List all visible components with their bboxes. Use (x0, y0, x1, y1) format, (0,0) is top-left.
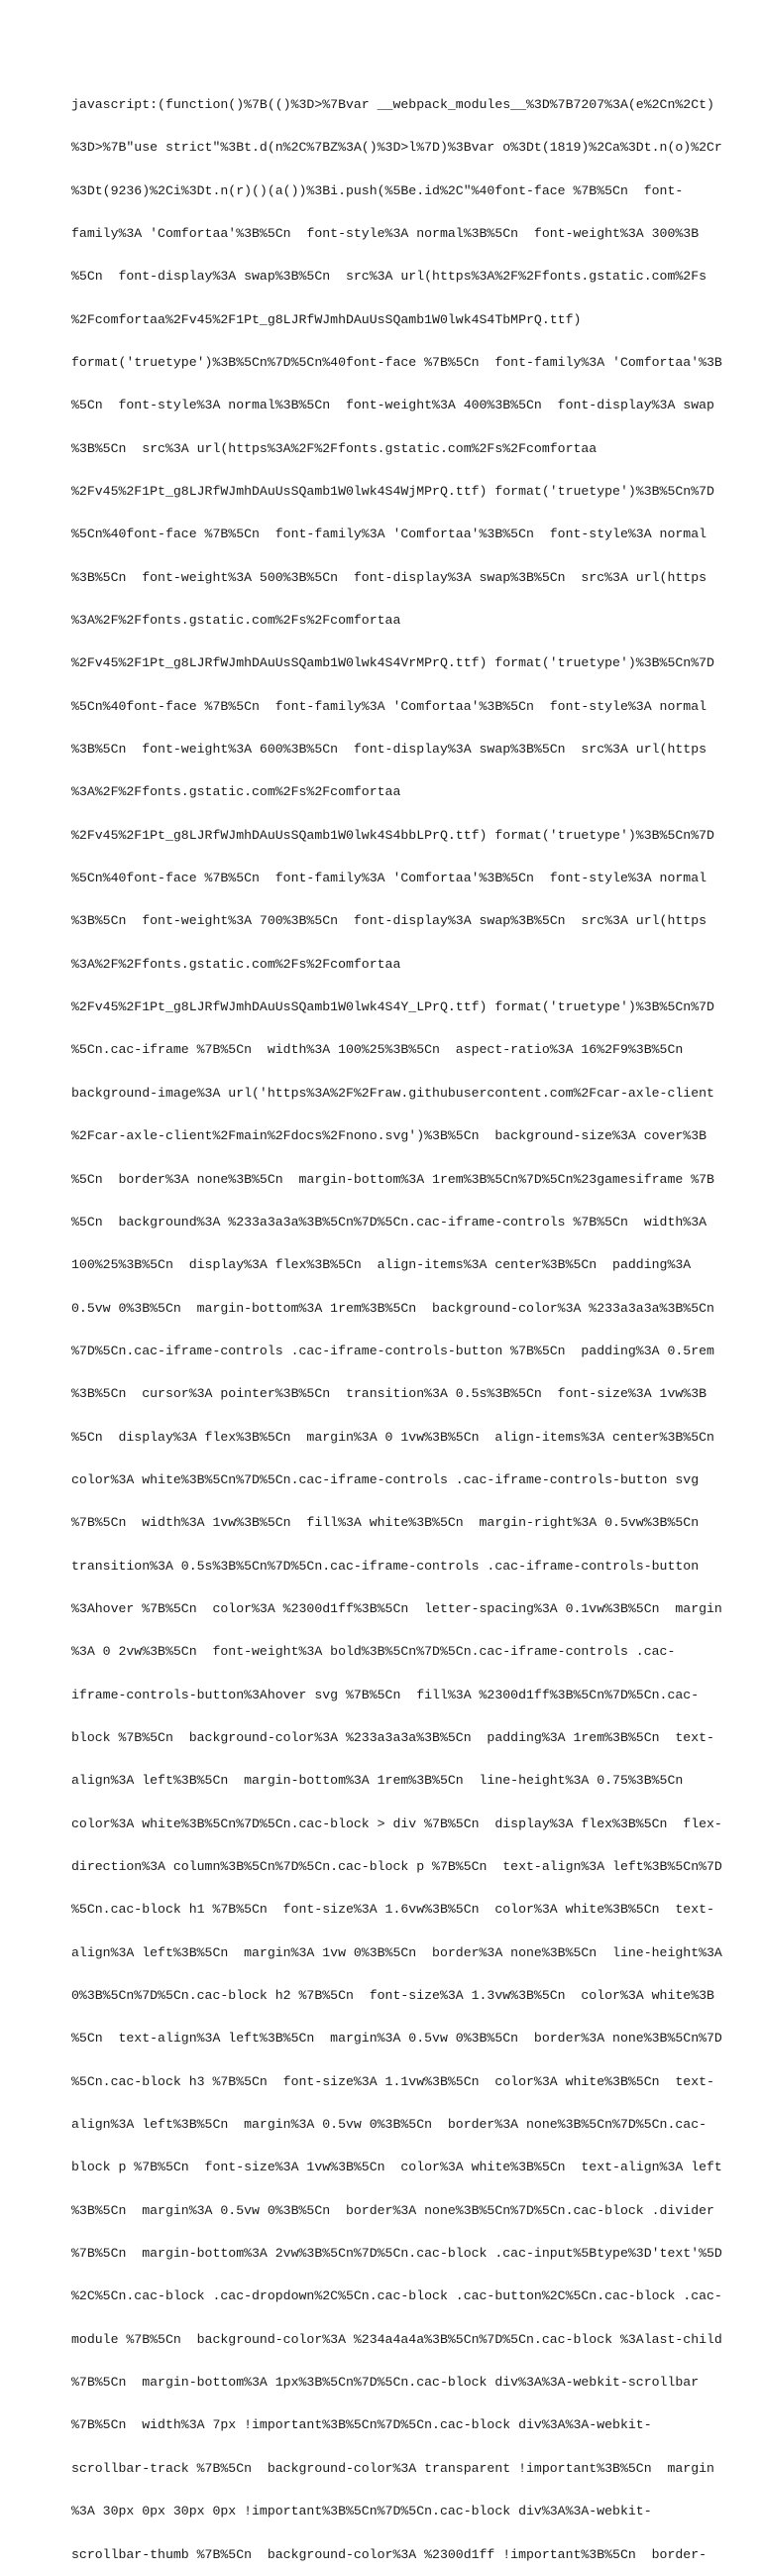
text-line: %3Dt(9236)%2Ci%3Dt.n(r)()(a())%3Bi.push(%5Be.id%2C"%40font-face %7B%5Cn font- (71, 182, 684, 198)
text-line: %2Fcomfortaa%2Fv45%2F1Pt_g8LJRfWJmhDAuUsSQamb1W0lwk4S4TbMPrQ.ttf) (71, 311, 582, 327)
text-line: %3A%2F%2Ffonts.gstatic.com%2Fs%2Fcomfortaa (71, 784, 401, 800)
text-line: align%3A left%3B%5Cn margin-bottom%3A 1rem%3B%5Cn line-height%3A 0.75%3B%5Cn (71, 1773, 684, 1789)
text-line: %3D>%7B"use strict"%3Bt.d(n%2C%7BZ%3A()%3D>l%7D)%3Bvar o%3Dt(1819)%2Ca%3Dt.n(o)%2Cr (71, 140, 722, 156)
text-line: %7B%5Cn width%3A 7px !important%3B%5Cn%7D%5Cn.cac-block div%3A%3A-webkit- (71, 2417, 652, 2433)
text-line: %3B%5Cn font-weight%3A 600%3B%5Cn font-display%3A swap%3B%5Cn src%3A url(https (71, 742, 707, 758)
text-line: family%3A 'Comfortaa'%3B%5Cn font-style%3A normal%3B%5Cn font-weight%3A 300%3B (71, 225, 700, 241)
text-line: 0.5vw 0%3B%5Cn margin-bottom%3A 1rem%3B%5Cn background-color%3A %233a3a3a%3B%5Cn (71, 1300, 714, 1316)
text-line: %5Cn display%3A flex%3B%5Cn margin%3A 0 1vw%3B%5Cn align-items%3A center%3B%5Cn (71, 1429, 714, 1445)
text-line: %5Cn.cac-block h3 %7B%5Cn font-size%3A 1.1vw%3B%5Cn color%3A white%3B%5Cn text- (71, 2073, 714, 2089)
text-line: %7B%5Cn margin-bottom%3A 1px%3B%5Cn%7D%5Cn.cac-block div%3A%3A-webkit-scrollbar (71, 2375, 700, 2391)
text-line: module %7B%5Cn background-color%3A %234a4a4a%3B%5Cn%7D%5Cn.cac-block %3Alast-child (71, 2331, 722, 2347)
text-line: %2C%5Cn.cac-block .cac-dropdown%2C%5Cn.cac-block .cac-button%2C%5Cn.cac-block .cac- (71, 2288, 722, 2304)
text-line: %3A 0 2vw%3B%5Cn font-weight%3A bold%3B%5Cn%7D%5Cn.cac-iframe-controls .cac- (71, 1644, 676, 1660)
text-line: align%3A left%3B%5Cn margin%3A 1vw 0%3B%5Cn border%3A none%3B%5Cn line-height%3A (71, 1944, 722, 1960)
text-line: %3A 30px 0px 30px 0px !important%3B%5Cn%7D%5Cn.cac-block div%3A%3A-webkit- (71, 2504, 652, 2519)
text-line: %2Fv45%2F1Pt_g8LJRfWJmhDAuUsSQamb1W0lwk4S4Y_LPrQ.ttf) format('truetype')%3B%5Cn%7D (71, 999, 714, 1015)
text-line: %3A%2F%2Ffonts.gstatic.com%2Fs%2Fcomfortaa (71, 956, 401, 972)
text-line: transition%3A 0.5s%3B%5Cn%7D%5Cn.cac-iframe-controls .cac-iframe-controls-button (71, 1558, 700, 1574)
text-line: %5Cn%40font-face %7B%5Cn font-family%3A 'Comfortaa'%3B%5Cn font-style%3A normal (71, 698, 707, 714)
text-line: %5Cn border%3A none%3B%5Cn margin-bottom%3A 1rem%3B%5Cn%7D%5Cn%23gamesiframe %7B (71, 1171, 714, 1187)
text-line: %3B%5Cn margin%3A 0.5vw 0%3B%5Cn border%3A none%3B%5Cn%7D%5Cn.cac-block .divider (71, 2202, 714, 2218)
text-line: %3B%5Cn src%3A url(https%3A%2F%2Ffonts.gstatic.com%2Fs%2Fcomfortaa (71, 440, 598, 456)
text-line: %2Fcar-axle-client%2Fmain%2Fdocs%2Fnono.svg')%3B%5Cn background-size%3A cover%3B (71, 1128, 707, 1144)
document-text-block (71, 69, 722, 2576)
text-line: %5Cn.cac-iframe %7B%5Cn width%3A 100%25%3B%5Cn aspect-ratio%3A 16%2F9%3B%5Cn (71, 1042, 684, 1058)
text-line: align%3A left%3B%5Cn margin%3A 0.5vw 0%3B%5Cn border%3A none%3B%5Cn%7D%5Cn.cac- (71, 2117, 707, 2133)
text-line: %3Ahover %7B%5Cn color%3A %2300d1ff%3B%5Cn letter-spacing%3A 0.1vw%3B%5Cn margin (71, 1600, 722, 1616)
text-line: %3B%5Cn font-weight%3A 500%3B%5Cn font-display%3A swap%3B%5Cn src%3A url(https (71, 569, 707, 585)
text-line: block %7B%5Cn background-color%3A %233a3a3a%3B%5Cn padding%3A 1rem%3B%5Cn text- (71, 1729, 714, 1745)
text-line: %7B%5Cn width%3A 1vw%3B%5Cn fill%3A white%3B%5Cn margin-right%3A 0.5vw%3B%5Cn (71, 1515, 700, 1531)
text-line: %2Fv45%2F1Pt_g8LJRfWJmhDAuUsSQamb1W0lwk4S4bbLPrQ.ttf) format('truetype')%3B%5Cn%7D (71, 827, 714, 843)
text-line: 100%25%3B%5Cn display%3A flex%3B%5Cn align-items%3A center%3B%5Cn padding%3A (71, 1257, 692, 1273)
text-line: direction%3A column%3B%5Cn%7D%5Cn.cac-block p %7B%5Cn text-align%3A left%3B%5Cn%7D (71, 1859, 722, 1874)
text-line: background-image%3A url('https%3A%2F%2Fraw.githubusercontent.com%2Fcar-axle-client (71, 1085, 714, 1101)
text-line: %7D%5Cn.cac-iframe-controls .cac-iframe-controls-button %7B%5Cn padding%3A 0.5rem (71, 1343, 714, 1358)
text-line: scrollbar-track %7B%5Cn background-color%3A transparent !important%3B%5Cn margin (71, 2460, 714, 2476)
text-line: %3B%5Cn cursor%3A pointer%3B%5Cn transition%3A 0.5s%3B%5Cn font-size%3A 1vw%3B (71, 1386, 707, 1402)
text-line: %7B%5Cn margin-bottom%3A 2vw%3B%5Cn%7D%5Cn.cac-block .cac-input%5Btype%3D'text'%5D (71, 2246, 722, 2262)
text-line: %5Cn background%3A %233a3a3a%3B%5Cn%7D%5Cn.cac-iframe-controls %7B%5Cn width%3A (71, 1214, 707, 1229)
text-line: %5Cn text-align%3A left%3B%5Cn margin%3A 0.5vw 0%3B%5Cn border%3A none%3B%5Cn%7D (71, 2031, 722, 2047)
text-line: color%3A white%3B%5Cn%7D%5Cn.cac-iframe-controls .cac-iframe-controls-button svg (71, 1471, 700, 1487)
text-line: iframe-controls-button%3Ahover svg %7B%5Cn fill%3A %2300d1ff%3B%5Cn%7D%5Cn.cac- (71, 1687, 700, 1702)
text-line: %5Cn font-style%3A normal%3B%5Cn font-weight%3A 400%3B%5Cn font-display%3A swap (71, 398, 714, 413)
text-line: 0%3B%5Cn%7D%5Cn.cac-block h2 %7B%5Cn font-size%3A 1.3vw%3B%5Cn color%3A white%3B (71, 1988, 714, 2004)
text-line: block p %7B%5Cn font-size%3A 1vw%3B%5Cn color%3A white%3B%5Cn text-align%3A left (71, 2160, 722, 2175)
text-line: javascript:(function()%7B(()%3D>%7Bvar __webpack_modules__%3D%7B7207%3A(e%2Cn%2Ct) (71, 96, 714, 112)
text-line: color%3A white%3B%5Cn%7D%5Cn.cac-block > div %7B%5Cn display%3A flex%3B%5Cn flex- (71, 1815, 722, 1831)
text-line: %5Cn font-display%3A swap%3B%5Cn src%3A url(https%3A%2F%2Ffonts.gstatic.com%2Fs (71, 269, 707, 285)
text-line: %5Cn%40font-face %7B%5Cn font-family%3A 'Comfortaa'%3B%5Cn font-style%3A normal (71, 527, 707, 542)
text-line: %5Cn%40font-face %7B%5Cn font-family%3A 'Comfortaa'%3B%5Cn font-style%3A normal (71, 871, 707, 886)
text-line: %5Cn.cac-block h1 %7B%5Cn font-size%3A 1.6vw%3B%5Cn color%3A white%3B%5Cn text- (71, 1902, 714, 1918)
text-line: %2Fv45%2F1Pt_g8LJRfWJmhDAuUsSQamb1W0lwk4S4VrMPrQ.ttf) format('truetype')%3B%5Cn%7D (71, 655, 714, 671)
text-line: format('truetype')%3B%5Cn%7D%5Cn%40font-face %7B%5Cn font-family%3A 'Comfortaa'%3B (71, 354, 722, 370)
text-line: scrollbar-thumb %7B%5Cn background-color%3A %2300d1ff !important%3B%5Cn border- (71, 2546, 707, 2562)
text-line: %3A%2F%2Ffonts.gstatic.com%2Fs%2Fcomfortaa (71, 613, 401, 629)
text-line: %2Fv45%2F1Pt_g8LJRfWJmhDAuUsSQamb1W0lwk4S4WjMPrQ.ttf) format('truetype')%3B%5Cn%7D (71, 484, 714, 499)
text-line: %3B%5Cn font-weight%3A 700%3B%5Cn font-display%3A swap%3B%5Cn src%3A url(https (71, 913, 707, 929)
